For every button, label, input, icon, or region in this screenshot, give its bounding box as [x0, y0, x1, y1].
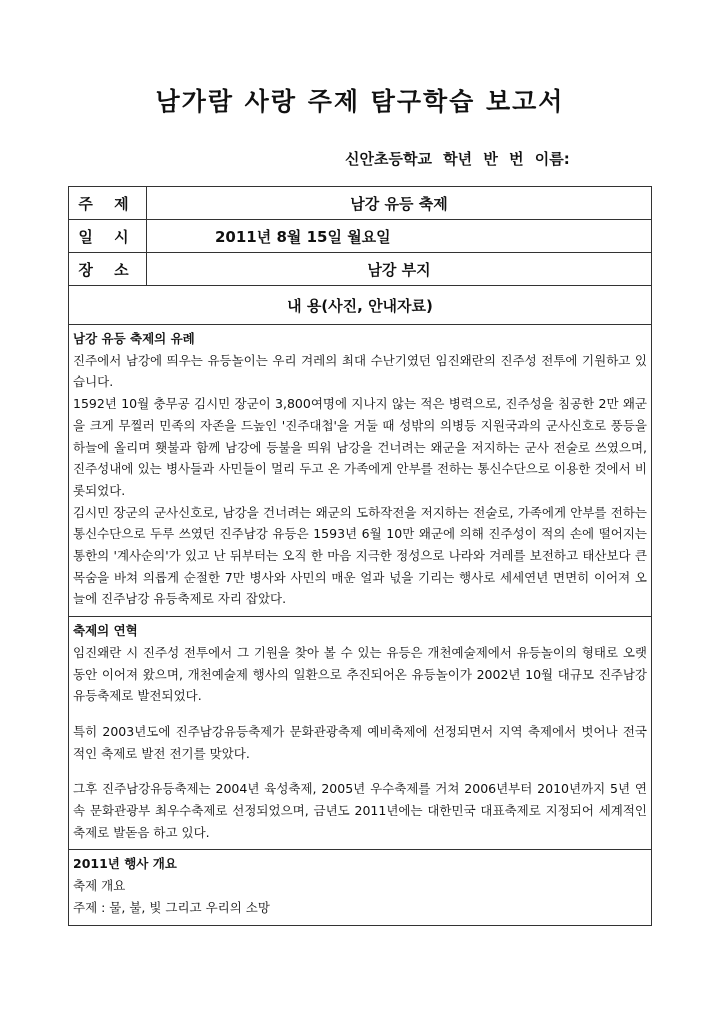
topic-label: 주 제	[69, 187, 147, 220]
origin-section-row	[69, 325, 652, 617]
overview-line: 주제 : 물, 불, 빛 그리고 우리의 소망	[73, 899, 270, 915]
origin-heading: 남강 유등 축제의 유례	[73, 331, 195, 346]
history-section-row	[69, 617, 652, 850]
overview-section	[69, 850, 652, 925]
history-heading: 축제의 연혁	[73, 623, 138, 639]
overview-line: 축제 개요	[73, 878, 126, 894]
overview-heading: 2011년 행사 개요	[73, 856, 177, 872]
origin-paragraph: 진주에서 남강에 띄우는 유등놀이는 우리 겨레의 최대 수난기였던 임진왜란의 진주성 전투에 기원하고 있습니다.	[73, 352, 647, 390]
history-paragraph: 특히 2003년도에 진주남강유등축제가 문화관광축제 예비축제에 선정되면서 지역 축제에서 벗어나 전국적인 축제로 발전 전기를 맞았다.	[73, 723, 647, 761]
topic-row	[69, 187, 652, 220]
origin-paragraph: 김시민 장군의 군사신호로, 남강을 건너려는 왜군의 도하작전을 저지하는 전술로, 가족에게 안부를 전하는 통신수단으로 두루 쓰였던 진주남강 유등은 1593년 6월 10만 왜군에 의해 진주성이 적의 손에 떨어지는 통한의 '계사순의'가 있고 난 뒤부터는 오직 한 마음 지극한 정성으로 나라와 겨레를 보전하고 태산보다 큰 목숨을 바쳐 의롭게 순절한 7만 병사와 사민의 매운 얼과 넋을 기리는 행사로 세세연년 면면히 이어져 오늘에 진주남강 유등축제로 자리 잡았다.	[73, 504, 647, 607]
student-info-line: 신안초등학교 학년 반 번 이름:	[345, 150, 570, 168]
overview-section-row	[69, 850, 652, 925]
topic-value: 남강 유등 축제	[147, 187, 652, 220]
date-label: 일 시	[69, 220, 147, 253]
place-row	[69, 253, 652, 286]
history-section	[69, 617, 652, 850]
place-value: 남강 부지	[147, 253, 652, 286]
origin-paragraph: 1592년 10월 충무공 김시민 장군이 3,800여명에 지나지 않는 적은 병력으로, 진주성을 침공한 2만 왜군을 크게 무찔러 민족의 자존을 드높인 '진주대첩'을 거둘 때 성밖의 의병등 지원국과의 군사신호로 풍등을 하늘에 올리며 횃불과 함께 남강에 등불을 띄워 남강을 건너려는 왜군을 저지하는 군사 전술로 쓰였으며, 진주성내에 있는 병사들과 사민들이 멀리 두고 온 가족에게 안부를 전하는 통신수단으로 이용한 것에서 비롯되었다.	[73, 396, 647, 498]
date-row	[69, 220, 652, 253]
content-header-row	[69, 286, 652, 325]
report-title: 남가람 사랑 주제 탐구학습 보고서	[155, 87, 565, 116]
report-table	[68, 186, 652, 926]
history-paragraph: 임진왜란 시 진주성 전투에서 그 기원을 찾아 볼 수 있는 유등은 개천예술제에서 유등놀이의 형태로 오랫동안 이어져 왔으며, 개천예술제 행사의 일환으로 추진되어온 유등놀이가 2002년 10월 대규모 진주남강유등축제로 발전되었다.	[73, 644, 647, 704]
history-paragraph: 그후 진주남강유등축제는 2004년 육성축제, 2005년 우수축제를 거쳐 2006년부터 2010년까지 5년 연속 문화관광부 최우수축제로 선정되었으며, 금년도 2011년에는 대한민국 대표축제로 지정되어 세계적인 축제로 발돋음 하고 있다.	[73, 781, 647, 840]
place-label: 장 소	[69, 253, 147, 286]
content-header: 내 용(사진, 안내자료)	[69, 286, 652, 325]
date-value: 2011년 8월 15일 월요일	[147, 220, 652, 253]
origin-section	[69, 325, 652, 617]
